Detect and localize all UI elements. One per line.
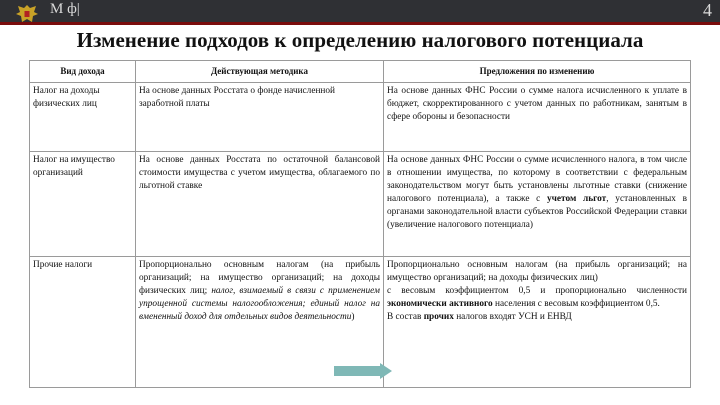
comparison-table (29, 60, 691, 388)
header-proposals: Предложения по изменению (384, 61, 691, 83)
top-bar (0, 0, 720, 22)
current-italic-text: налог, взимаемый в связи с применением упрощенной системы налогообложения; единый налог на вмененный доход для отдельных видов деятельности (139, 286, 380, 322)
page-title: Изменение подходов к определению налогового потенциала (76, 28, 644, 52)
header-income-type: Вид дохода (30, 61, 136, 83)
proposal-text: с весовым коэффициентом 0,5 и пропорционально численности (387, 286, 687, 296)
proposal-line: Пропорционально основным налогам (на прибыль организаций; на имущество организаций; на доходы физических лиц) (387, 260, 687, 283)
proposal-text: В состав (387, 312, 424, 322)
cell-kind: Налог на доходы физических лиц (30, 83, 136, 152)
current-text-end: ) (351, 312, 355, 322)
table-header-row (30, 61, 691, 83)
proposal-text: , установленных в органами законодательной власти субъектов Российской Федерации ставки (увеличение налогового потенциала) (387, 194, 687, 230)
right-arrow-icon (334, 363, 392, 379)
proposal-bold-text: экономически активного (387, 299, 493, 309)
cell-proposal (384, 152, 691, 257)
proposal-bold-text: прочих (423, 312, 454, 322)
table-row (30, 152, 691, 257)
cell-kind: Налог на имущество организаций (30, 152, 136, 257)
proposal-text: На основе данных ФНС России о сумме исчисленного налога, в том числе в отношении имущества, по которому в соответствии с федеральным законодательством могут быть установлены льготные ставки (снижение налогового потенциала), а также с (387, 155, 687, 204)
proposal-text: населения с весовым коэффициентом 0,5. (492, 299, 660, 309)
app-mark: М ф| (50, 1, 80, 17)
top-accent-line (0, 22, 720, 25)
proposal-line (387, 285, 687, 311)
header-current-method: Действующая методика (136, 61, 384, 83)
current-text: Пропорционально основным налогам (на прибыль организаций; на имущество организаций; на доходы физических лиц; (139, 260, 380, 296)
proposal-text: налогов входят УСН и ЕНВД (453, 312, 572, 322)
cell-proposal: На основе данных ФНС России о сумме налога исчисленного к уплате в бюджет, скорректированного с учетом данных по работникам, занятым в сфере обороны и безопасности (384, 83, 691, 152)
cell-kind: Прочие налоги (30, 257, 136, 388)
cell-proposal (384, 257, 691, 388)
slide-number: 4 (703, 0, 712, 20)
proposal-line (387, 311, 687, 324)
cell-current: На основе данных Росстата о фонде начисленной заработной платы (136, 83, 384, 152)
cell-current: На основе данных Росстата по остаточной балансовой стоимости имущества с учетом имущества, облагаемого по льготной ставке (136, 152, 384, 257)
russian-eagle-emblem-icon (14, 1, 40, 27)
proposal-bold-text: учетом льгот (547, 194, 607, 204)
table-row (30, 83, 691, 152)
